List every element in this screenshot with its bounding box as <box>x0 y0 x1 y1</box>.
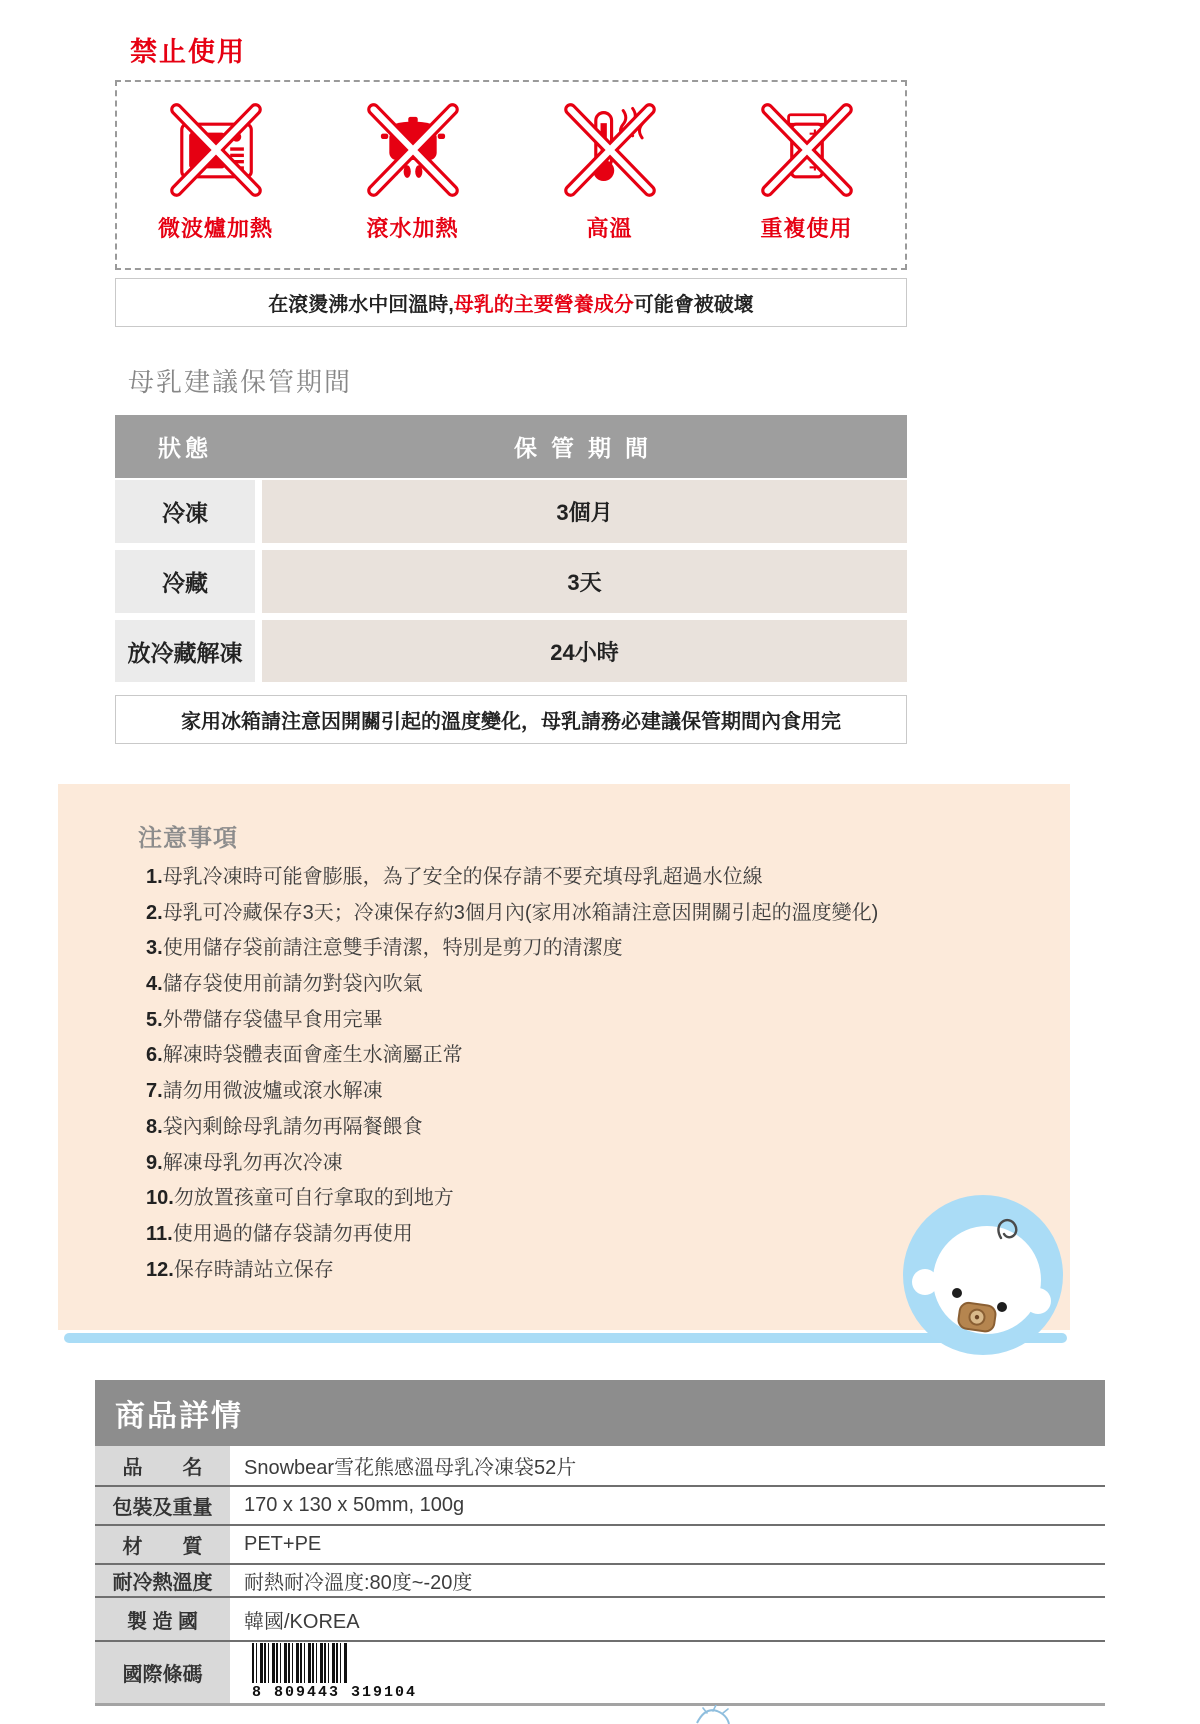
prohibited-item-boiling <box>314 100 511 243</box>
detail-value: Snowbear雪花熊感溫母乳冷凍袋52片 <box>244 1457 577 1479</box>
storage-state-cell: 冷凍 <box>115 480 255 543</box>
warning-text-post: 可能會被破壞 <box>633 294 754 316</box>
table-row <box>115 620 907 682</box>
storage-period-cell: 24小時 <box>262 620 907 682</box>
list-item: 9.解凍母乳勿再次冷凍 <box>146 1151 343 1174</box>
prohibited-item-microwave <box>117 100 314 243</box>
detail-label: 材 質 <box>95 1526 230 1563</box>
storage-section-title: 母乳建議保管期間 <box>128 367 353 397</box>
prohibited-item-high-temp <box>511 100 708 243</box>
bottom-decoration-sketch <box>683 1705 743 1724</box>
prohibited-item-label: 重複使用 <box>760 216 853 241</box>
table-row <box>95 1524 1105 1563</box>
list-item: 7.請勿用微波爐或滾水解凍 <box>146 1080 383 1103</box>
detail-label: 國際條碼 <box>95 1642 230 1703</box>
table-row <box>115 550 907 613</box>
warning-text-pre: 在滾燙沸水中回溫時, <box>268 294 454 316</box>
no-boiling-water-icon <box>363 100 463 200</box>
no-reuse-icon <box>757 100 857 200</box>
list-item: 8.袋內剩餘母乳請勿再隔餐餵食 <box>146 1115 423 1138</box>
list-item: 6.解凍時袋體表面會產生水滴屬正常 <box>146 1044 463 1067</box>
detail-label: 耐冷熱溫度 <box>95 1565 230 1596</box>
detail-value: PET+PE <box>244 1533 322 1555</box>
prohibited-item-label: 微波爐加熱 <box>157 216 273 241</box>
boiling-warning-note <box>115 278 907 327</box>
details-table <box>95 1446 1105 1706</box>
storage-header-period: 保管期間 <box>514 435 662 461</box>
table-row <box>95 1446 1105 1485</box>
barcode-bars <box>252 1643 348 1683</box>
list-item: 4.儲存袋使用前請勿對袋內吹氣 <box>146 973 423 996</box>
storage-period-cell: 3天 <box>262 550 907 613</box>
list-item: 1.母乳冷凍時可能會膨脹，為了安全的保存請不要充填母乳超過水位線 <box>146 866 763 888</box>
prohibited-section-title: 禁止使用 <box>130 37 246 67</box>
warning-text-highlight: 母乳的主要營養成分 <box>453 294 634 316</box>
detail-label: 品 名 <box>95 1446 230 1485</box>
table-row <box>115 480 907 543</box>
fridge-warning-text: 家用冰箱請注意因開關引起的溫度變化，母乳請務必建議保管期間內食用完 <box>181 711 841 733</box>
fridge-warning-note <box>115 695 907 744</box>
baby-mascot-illustration <box>903 1192 1063 1362</box>
details-section-header <box>95 1380 1105 1446</box>
barcode-digits: 8 809443 319104 <box>252 1684 418 1701</box>
prohibited-icons-box <box>115 80 907 270</box>
storage-period-cell: 3個月 <box>262 480 907 543</box>
detail-value: 170 x 130 x 50mm, 100g <box>244 1494 465 1516</box>
table-row <box>95 1640 1105 1703</box>
prohibited-item-reuse <box>708 100 905 243</box>
detail-value: 耐熱耐冷溫度:80度~-20度 <box>244 1572 473 1594</box>
detail-value <box>230 1643 1105 1702</box>
notice-list <box>146 867 1026 1295</box>
list-item: 5.外帶儲存袋儘早食用完畢 <box>146 1008 383 1031</box>
prohibited-item-label: 高溫 <box>586 216 633 241</box>
table-row <box>95 1563 1105 1596</box>
list-item: 12.保存時請站立保存 <box>146 1258 334 1281</box>
details-title: 商品詳情 <box>115 1400 243 1433</box>
ean-barcode <box>252 1643 417 1701</box>
storage-table-header <box>115 415 907 478</box>
prohibited-item-label: 滾水加熱 <box>366 216 459 241</box>
no-microwave-icon <box>166 100 266 200</box>
detail-label: 製 造 國 <box>95 1598 230 1640</box>
storage-state-cell: 放冷藏解凍 <box>115 620 255 682</box>
list-item: 11.使用過的儲存袋請勿再使用 <box>146 1222 413 1245</box>
table-row <box>95 1485 1105 1524</box>
list-item: 10.勿放置孩童可自行拿取的到地方 <box>146 1187 454 1210</box>
notice-title: 注意事項 <box>138 825 238 852</box>
storage-state-cell: 冷藏 <box>115 550 255 613</box>
no-high-temperature-icon <box>560 100 660 200</box>
storage-header-state: 狀態 <box>158 435 212 461</box>
table-row <box>95 1596 1105 1640</box>
detail-label: 包裝及重量 <box>95 1487 230 1524</box>
list-item: 2.母乳可冷藏保存3天；冷凍保存約3個月內(家用冰箱請注意因開關引起的溫度變化) <box>146 901 879 924</box>
detail-value: 韓國/KOREA <box>244 1610 360 1633</box>
list-item: 3.使用儲存袋前請注意雙手清潔，特別是剪刀的清潔度 <box>146 937 623 960</box>
